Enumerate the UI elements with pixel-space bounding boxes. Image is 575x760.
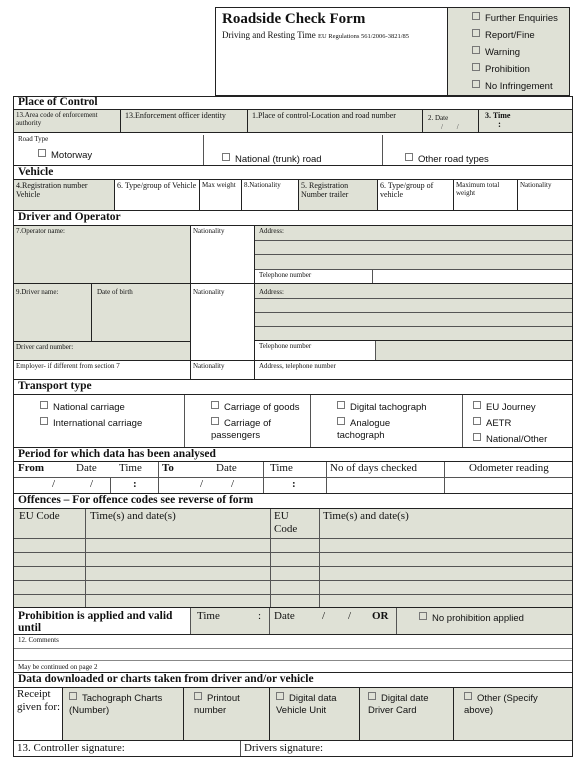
- outcome-further-enquiries[interactable]: Further Enquiries: [472, 12, 569, 25]
- slash-text: /: [52, 478, 56, 490]
- receipt-other[interactable]: Other (Specify above): [454, 688, 572, 740]
- driver-nationality-field[interactable]: Nationality: [191, 284, 255, 361]
- divider: [255, 254, 572, 255]
- location-field[interactable]: 1.Place of control-Location and road number: [248, 109, 423, 132]
- operator-address-field[interactable]: [255, 226, 572, 283]
- prohibition-row: [14, 607, 572, 634]
- divider: [255, 326, 572, 327]
- prohibition-date-field[interactable]: [270, 608, 396, 634]
- divider: [255, 298, 572, 299]
- vehicle-nationality-field[interactable]: 8.Nationality: [242, 180, 299, 210]
- vehicle-registration-field[interactable]: 4.Registration number Vehicle: [14, 180, 115, 210]
- slash-text: /: [348, 610, 352, 622]
- time-label: 3. Time: [485, 111, 511, 120]
- prohibition-date-label: Date: [274, 610, 295, 622]
- checkbox-icon[interactable]: [211, 401, 219, 409]
- section-title-offences: Offences – For offence codes see reverse of form: [14, 493, 572, 508]
- no-prohibition-option[interactable]: No prohibition applied: [397, 608, 572, 634]
- period-to-time-label: Time: [270, 462, 293, 474]
- form-title: Roadside Check Form: [222, 11, 366, 27]
- checkbox-icon[interactable]: [473, 417, 481, 425]
- transport-row: [14, 394, 572, 447]
- checkbox-icon[interactable]: [337, 417, 345, 425]
- vehicle-max-weight-field[interactable]: Max weight: [200, 180, 242, 210]
- officer-identity-field[interactable]: 13.Enforcement officer identity: [121, 109, 248, 132]
- divider: [255, 240, 572, 241]
- driver-telephone-field[interactable]: [255, 340, 572, 361]
- driver-signature-label: Drivers signature:: [244, 742, 324, 754]
- date-field[interactable]: [423, 109, 479, 132]
- trailer-type-field[interactable]: 6. Type/group of vehicle: [378, 180, 454, 210]
- colon-text: :: [258, 610, 262, 622]
- slash-text: /: [322, 610, 326, 622]
- odometer-label: Odometer reading: [469, 462, 549, 474]
- checkbox-icon[interactable]: [194, 692, 202, 700]
- time-field[interactable]: [479, 109, 572, 132]
- period-to-date-label: Date: [216, 462, 237, 474]
- offence-times-header: Time(s) and date(s): [90, 510, 176, 522]
- operator-block: [14, 225, 572, 283]
- operator-telephone-field[interactable]: [255, 269, 572, 283]
- regulations-text: EU Regulations 561/2006-3821/85: [318, 33, 410, 40]
- receipt-printout[interactable]: Printout number: [184, 688, 270, 740]
- employer-nationality-field[interactable]: Nationality: [191, 361, 255, 379]
- checkbox-icon[interactable]: [38, 149, 46, 157]
- divider: [184, 395, 185, 447]
- form-subtitle-line: [222, 30, 409, 40]
- operator-nationality-field[interactable]: Nationality: [191, 226, 255, 283]
- checkbox-icon[interactable]: [472, 46, 480, 54]
- slash-text: /: [231, 478, 235, 490]
- period-from-label: From: [18, 462, 45, 474]
- date-label: 2. Date: [428, 114, 449, 122]
- section-title-vehicle: Vehicle: [14, 165, 572, 179]
- divider: [14, 566, 572, 567]
- period-to-label: To: [162, 462, 174, 474]
- checkbox-icon[interactable]: [40, 417, 48, 425]
- checkbox-icon[interactable]: [472, 63, 480, 71]
- comments-label: 12. Comments: [18, 636, 59, 644]
- divider: [270, 509, 271, 607]
- divider: [319, 509, 320, 607]
- checkbox-icon[interactable]: [211, 417, 219, 425]
- outcome-prohibition[interactable]: Prohibition: [472, 63, 569, 76]
- signature-row: [14, 740, 572, 756]
- prohibition-title: Prohibition is applied and valid until: [18, 610, 173, 634]
- checkbox-icon[interactable]: [405, 153, 413, 161]
- vehicle-row: [14, 179, 572, 210]
- divider: [372, 270, 373, 283]
- checkbox-icon[interactable]: [464, 692, 472, 700]
- driver-card-field[interactable]: Driver card number:: [14, 341, 191, 361]
- driver-dob-field[interactable]: Date of birth: [92, 284, 191, 341]
- operator-telephone-label: Telephone number: [259, 271, 312, 279]
- employer-row: [14, 360, 572, 379]
- outcome-box: [447, 7, 570, 96]
- driver-address-label: Address:: [259, 288, 284, 296]
- checkbox-icon[interactable]: [472, 29, 480, 37]
- days-checked-field[interactable]: [327, 478, 444, 493]
- section-title-period: Period for which data has been analysed: [14, 447, 572, 461]
- slash-text: /: [90, 478, 94, 490]
- trailer-nationality-field[interactable]: Nationality: [520, 181, 552, 189]
- trailer-registration-field[interactable]: 5. Registration Number trailer: [299, 180, 378, 210]
- operator-name-field[interactable]: 7.Operator name:: [14, 226, 191, 283]
- period-to-date-field[interactable]: [159, 478, 263, 493]
- receipt-label: Receipt given for:: [17, 688, 61, 713]
- transport-national-other[interactable]: National/Other: [473, 433, 547, 446]
- divider: [255, 312, 572, 313]
- checkbox-icon[interactable]: [337, 401, 345, 409]
- divider: [14, 552, 572, 553]
- form-header-box: [215, 7, 448, 96]
- outcome-report-fine[interactable]: Report/Fine: [472, 29, 569, 42]
- section-title-data-download: Data downloaded or charts taken from driver and/or vehicle: [14, 672, 572, 687]
- vehicle-type-field[interactable]: 6. Type/group of Vehicle: [115, 180, 200, 210]
- operator-address-label: Address:: [259, 227, 284, 235]
- offence-eu-code-header-2: EU Code: [274, 510, 298, 535]
- checkbox-icon[interactable]: [473, 433, 481, 441]
- checkbox-icon[interactable]: [472, 80, 480, 88]
- trailer-max-weight-field[interactable]: Maximum total weight: [454, 180, 518, 210]
- divider: [203, 135, 204, 165]
- period-to-time-field[interactable]: [264, 478, 326, 493]
- checkbox-icon[interactable]: [473, 401, 481, 409]
- outcome-no-infringement[interactable]: No Infringement: [472, 80, 569, 93]
- driver-telephone-input[interactable]: [376, 341, 572, 361]
- or-label: OR: [372, 610, 389, 622]
- employer-field[interactable]: Employer- if different from section 7: [14, 361, 191, 379]
- driver-name-field[interactable]: 9.Driver name:: [14, 284, 92, 341]
- data-download-row: [14, 687, 572, 740]
- controller-signature-label: 13. Controller signature:: [17, 742, 125, 754]
- prohibition-time-field[interactable]: [191, 608, 269, 634]
- receipt-vehicle-unit[interactable]: Digital data Vehicle Unit: [270, 688, 360, 740]
- transport-goods[interactable]: Carriage of goods: [211, 401, 300, 414]
- road-type-other[interactable]: Other road types: [405, 153, 489, 166]
- divider: [14, 538, 572, 539]
- odometer-field[interactable]: [445, 478, 572, 493]
- period-from-time-field[interactable]: [111, 478, 158, 493]
- employer-address-field[interactable]: Address, telephone number: [259, 362, 336, 370]
- transport-passengers[interactable]: Carriage of passengers: [211, 418, 271, 441]
- form-subtitle: Driving and Resting Time: [222, 30, 316, 40]
- checkbox-icon[interactable]: [222, 153, 230, 161]
- offence-times-header-2: Time(s) and date(s): [323, 510, 409, 522]
- period-from-date-label: Date: [76, 462, 97, 474]
- period-table: [14, 461, 572, 493]
- days-checked-label: No of days checked: [330, 462, 418, 474]
- continued-note: May be continued on page 2: [18, 663, 98, 671]
- driver-block: [14, 283, 572, 360]
- checkbox-icon[interactable]: [368, 692, 376, 700]
- date-separators: / /: [441, 123, 465, 131]
- prohibition-time-label: Time: [197, 610, 220, 622]
- road-type-motorway[interactable]: Motorway: [38, 149, 92, 162]
- divider: [240, 741, 241, 756]
- transport-national[interactable]: National carriage: [40, 401, 125, 414]
- area-code-field[interactable]: 13.Area code of enforcement authority: [14, 109, 121, 132]
- section-title-transport: Transport type: [14, 379, 572, 394]
- slash-text: /: [200, 478, 204, 490]
- transport-eu-journey[interactable]: EU Journey: [473, 401, 536, 414]
- road-type-national[interactable]: National (trunk) road: [222, 153, 322, 166]
- checkbox-icon[interactable]: [472, 12, 480, 20]
- transport-aetr[interactable]: AETR: [473, 417, 511, 430]
- divider: [310, 395, 311, 447]
- transport-international[interactable]: International carriage: [40, 417, 142, 430]
- checkbox-icon[interactable]: [419, 612, 427, 620]
- divider: [14, 594, 572, 595]
- receipt-tachograph-charts[interactable]: Tachograph Charts (Number): [62, 688, 184, 740]
- section-title-place: Place of Control: [18, 96, 98, 108]
- divider: [85, 509, 86, 607]
- offence-eu-code-header: EU Code: [19, 510, 60, 522]
- colon-text: :: [292, 478, 296, 490]
- driver-address-field[interactable]: [255, 284, 572, 340]
- section-title-driver: Driver and Operator: [14, 210, 572, 225]
- divider: [462, 395, 463, 447]
- period-from-time-label: Time: [119, 462, 142, 474]
- offences-table[interactable]: [14, 508, 572, 607]
- comments-block[interactable]: [14, 634, 572, 672]
- divider: [14, 580, 572, 581]
- checkbox-icon[interactable]: [276, 692, 284, 700]
- receipt-driver-card[interactable]: Digital date Driver Card: [360, 688, 454, 740]
- divider: [14, 648, 572, 649]
- road-type-label: Road Type: [18, 135, 49, 143]
- divider: [382, 135, 383, 165]
- divider: [14, 660, 572, 661]
- time-colon: :: [498, 119, 501, 129]
- driver-telephone-label: Telephone number: [259, 342, 312, 350]
- transport-digital-tacho[interactable]: Digital tachograph: [337, 401, 427, 414]
- outcome-warning[interactable]: Warning: [472, 46, 569, 59]
- transport-analogue-tacho[interactable]: Analogue tachograph: [337, 418, 391, 441]
- period-from-date-field[interactable]: [14, 478, 110, 493]
- road-type-row: [14, 132, 572, 165]
- colon-text: :: [133, 478, 137, 490]
- checkbox-icon[interactable]: [40, 401, 48, 409]
- checkbox-icon[interactable]: [69, 692, 77, 700]
